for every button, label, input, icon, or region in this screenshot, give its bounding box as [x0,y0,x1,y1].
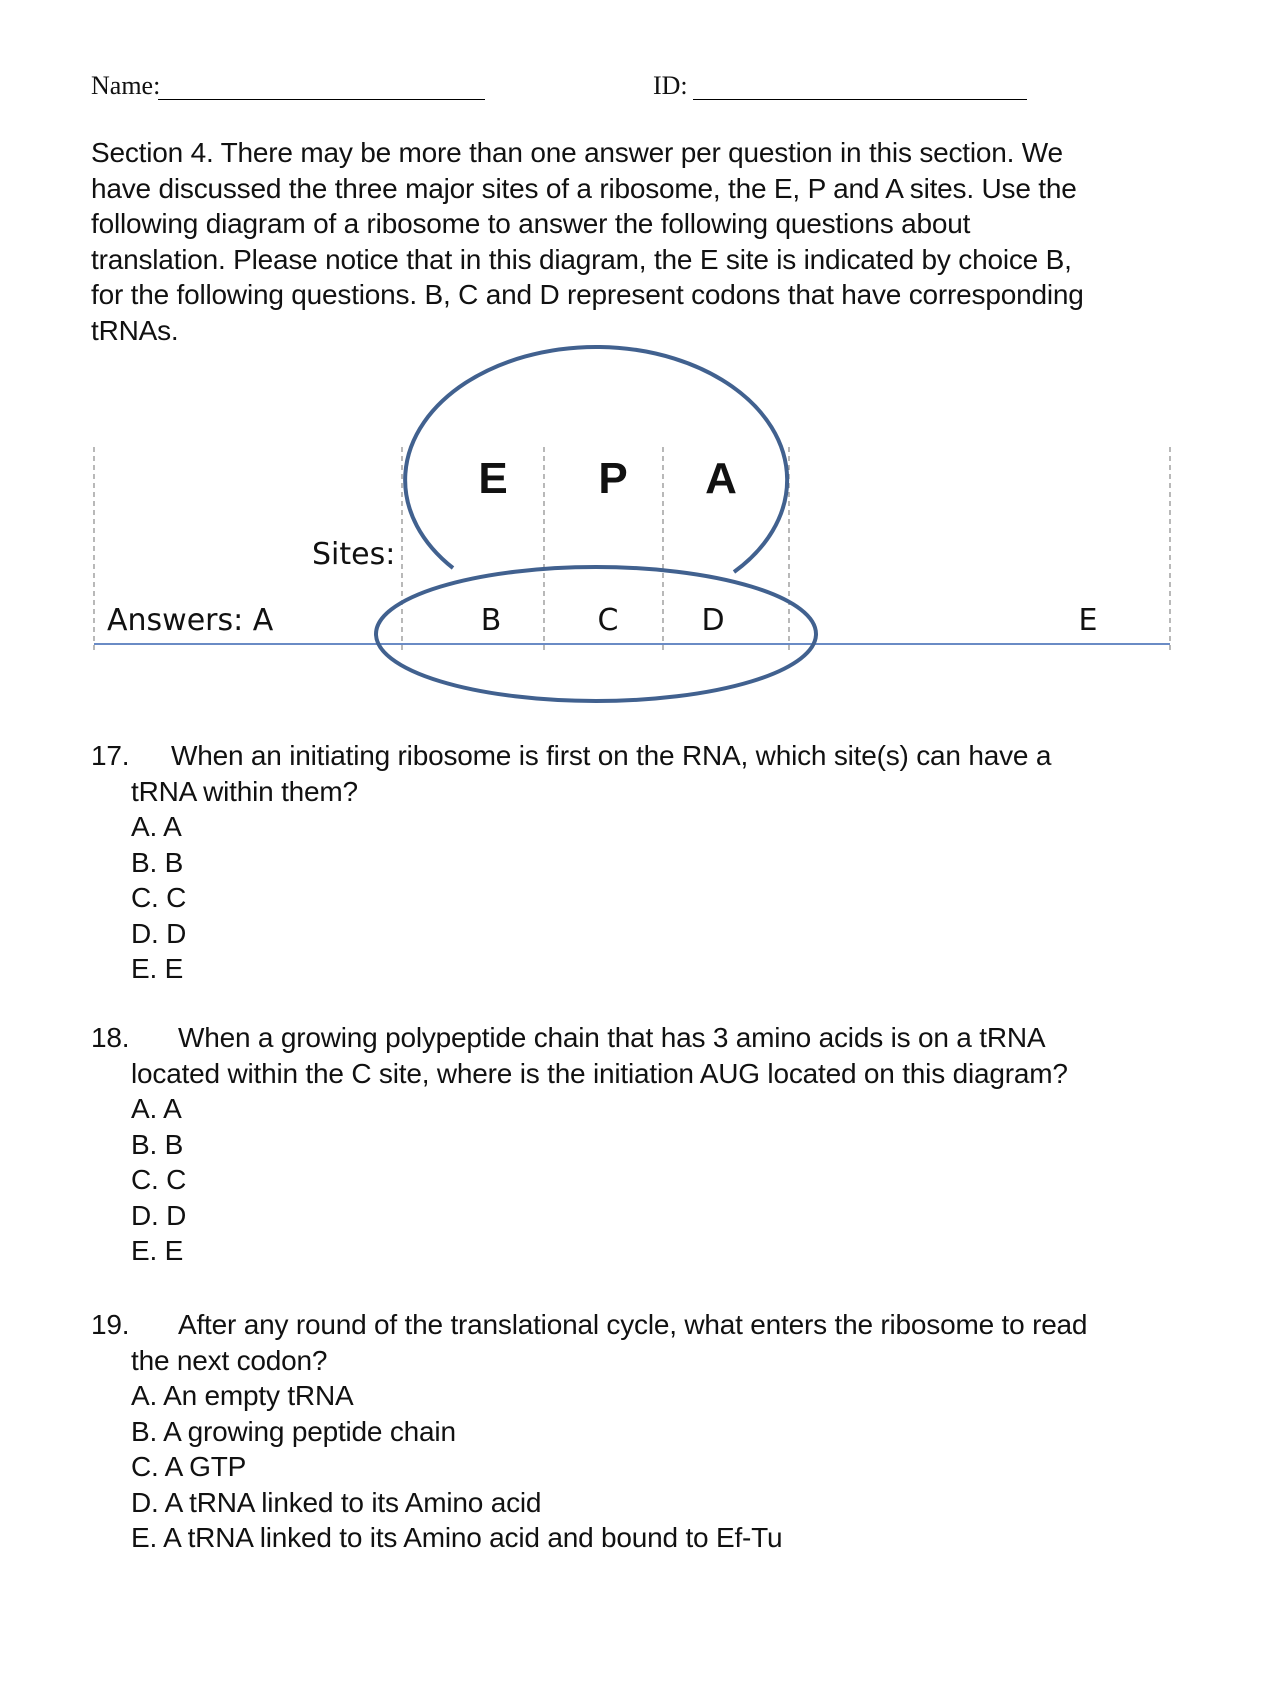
question-number: 19. [91,1309,130,1340]
question-text: When a growing polypeptide chain that has 3 amino acids is on a tRNA [178,1022,1046,1053]
question-text: When an initiating ribosome is first on the RNA, which site(s) can have a [171,740,1052,771]
instruction-line: tRNAs. [91,314,179,346]
answer-option: E. E [131,1235,184,1266]
instruction-line: Section 4. There may be more than one answer per question in this section. We [91,137,1063,168]
answer-d-label: D [701,603,725,638]
site-a-label: A [705,454,737,503]
answer-option: B. B [131,846,184,878]
question-stem [91,1307,1087,1343]
instruction-line: for the following questions. B, C and D represent codons that have corresponding [91,279,1084,310]
answer-option: E. E [131,953,184,984]
question-text: After any round of the translational cycle, what enters the ribosome to read [178,1309,1088,1340]
answer-option: D. D [131,917,187,949]
question-text-continued: tRNA within them? [131,775,358,807]
site-e-label: E [478,454,508,503]
question-stem [91,738,1051,774]
answer-option: E. A tRNA linked to its Amino acid and bound to Ef-Tu [131,1522,783,1553]
question-number: 18. [91,1022,130,1053]
id-label: ID: [653,71,688,100]
question-text-continued: located within the C site, where is the initiation AUG located on this diagram? [131,1057,1068,1089]
answer-option: A. An empty tRNA [131,1380,354,1411]
question-stem [91,1020,1068,1056]
question-number: 17. [91,740,130,771]
answer-option: C. A GTP [131,1451,247,1482]
answers-label: Answers: A [107,603,274,638]
instruction-line: translation. Please notice that in this diagram, the E site is indicated by choice B, [91,243,1072,275]
answer-option: D. D [131,1199,187,1231]
answer-e-label: E [1078,603,1098,638]
question-17 [91,738,1051,987]
answer-option: B. B [131,1128,184,1160]
answer-option: D. A tRNA linked to its Amino acid [131,1486,542,1518]
instruction-line: have discussed the three major sites of a ribosome, the E, P and A sites. Use the [91,172,1077,204]
answer-b-label: B [480,603,502,638]
name-label: Name: [91,71,161,100]
answer-option: A. A [131,1093,182,1124]
question-19 [91,1307,1087,1556]
answer-option: A. A [131,811,182,842]
answer-option: C. C [131,882,187,913]
site-p-label: P [598,454,628,503]
question-18 [91,1020,1068,1269]
question-text-continued: the next codon? [131,1344,328,1376]
instruction-line: following diagram of a ribosome to answer the following questions about [91,208,971,239]
sites-label: Sites: [312,537,396,572]
answer-c-label: C [597,603,619,638]
small-subunit-outline [376,567,816,701]
answer-option: B. A growing peptide chain [131,1415,456,1447]
answer-option: C. C [131,1164,187,1195]
